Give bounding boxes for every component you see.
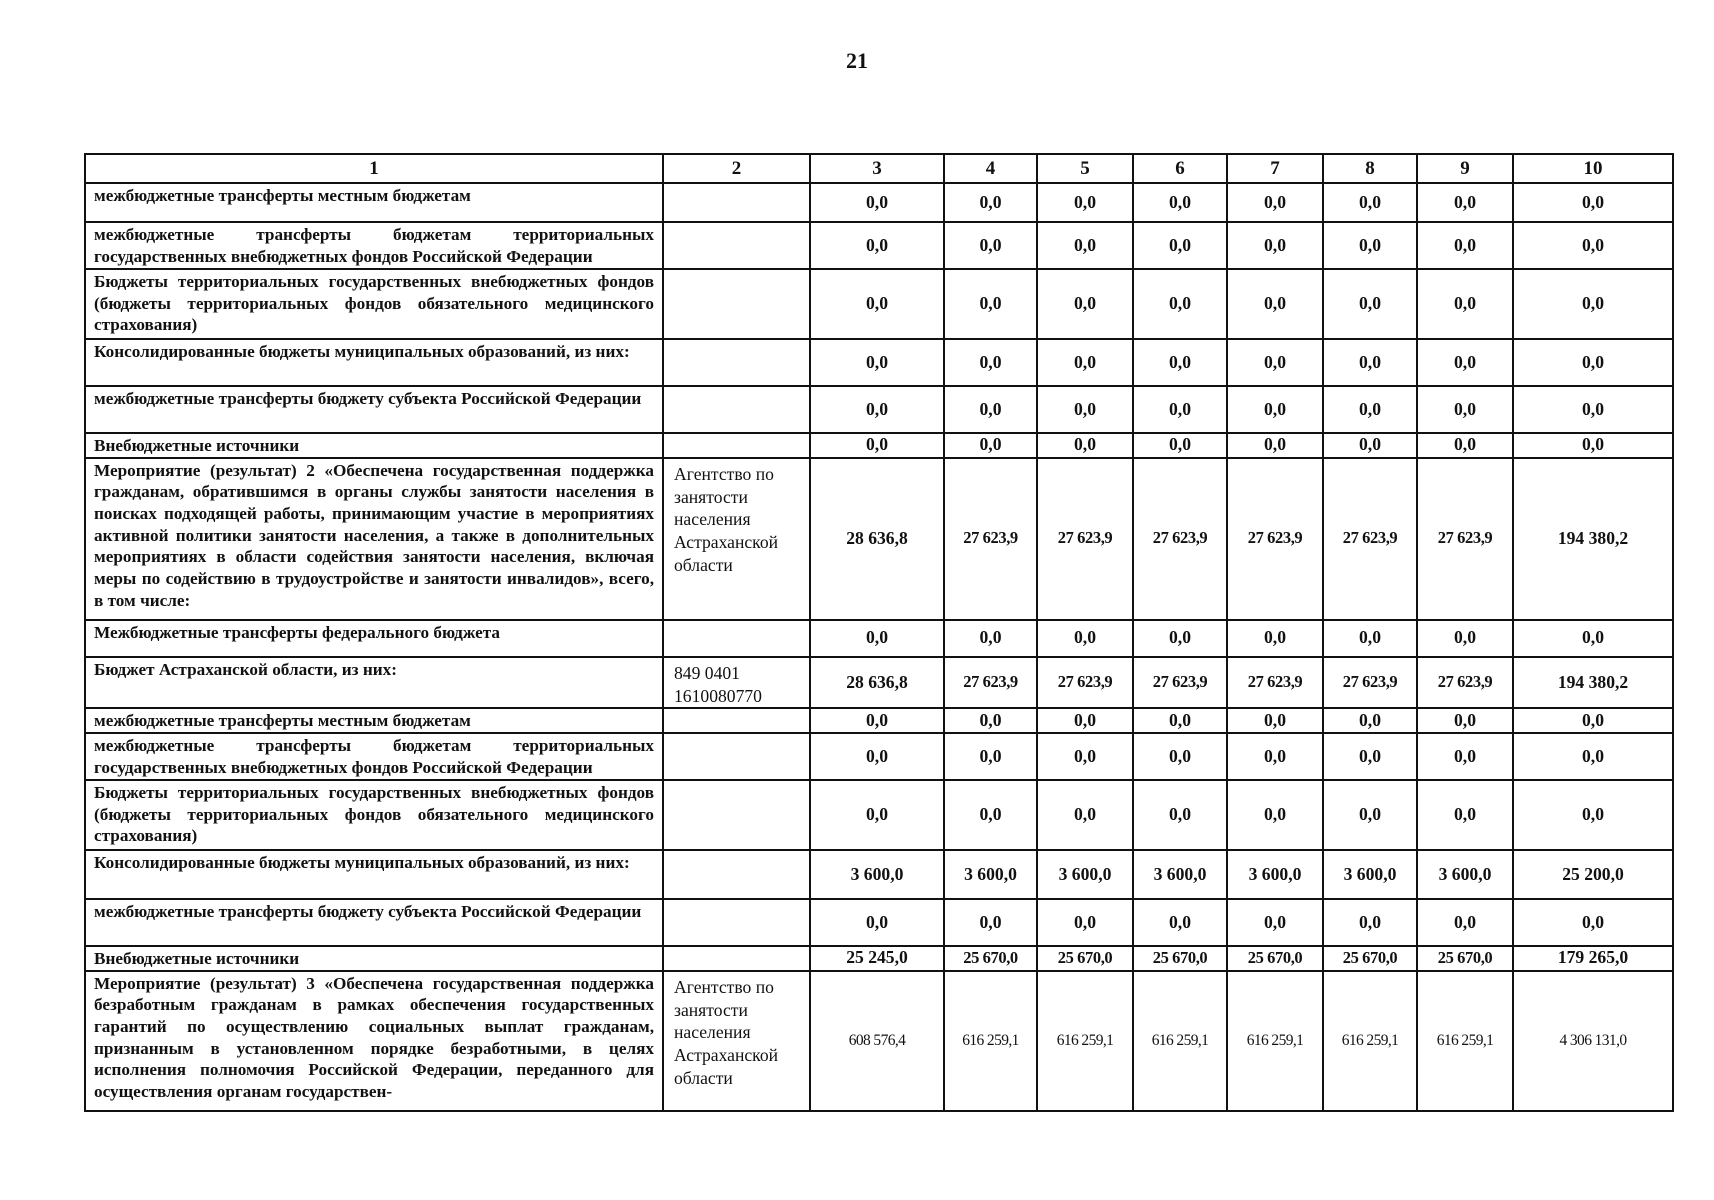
value-cell: 0,0 [810, 899, 944, 946]
value-cell: 25 670,0 [944, 946, 1037, 971]
row-label: Бюджеты территориальных государственных внебюджетных фондов (бюджеты территориальных фондов обязательного медицинского страхования) [85, 269, 663, 339]
value-cell: 27 623,9 [1417, 657, 1513, 709]
total-cell: 25 200,0 [1513, 850, 1673, 899]
row-label: Консолидированные бюджеты муниципальных образований, из них: [85, 850, 663, 899]
row-label: межбюджетные трансферты местным бюджетам [85, 708, 663, 733]
value-cell: 0,0 [1323, 269, 1417, 339]
table-row [85, 946, 1673, 971]
value-cell: 3 600,0 [1227, 850, 1323, 899]
value-cell: 0,0 [1133, 780, 1227, 850]
value-cell: 0,0 [1133, 733, 1227, 780]
value-cell: 0,0 [1417, 433, 1513, 458]
row-code: Агентство по занятости населения Астраханской области [663, 458, 810, 620]
page-number: 21 [846, 48, 868, 73]
value-cell: 0,0 [810, 780, 944, 850]
value-cell: 27 623,9 [1133, 458, 1227, 620]
value-cell: 0,0 [1227, 620, 1323, 657]
table-row [85, 708, 1673, 733]
value-cell: 0,0 [1227, 222, 1323, 269]
value-cell: 0,0 [1323, 780, 1417, 850]
row-label: межбюджетные трансферты бюджетам территориальных государственных внебюджетных фондов Российской Федерации [85, 733, 663, 780]
table-row [85, 386, 1673, 433]
row-code [663, 946, 810, 971]
column-header: 5 [1037, 154, 1133, 183]
row-code [663, 269, 810, 339]
row-label: межбюджетные трансферты местным бюджетам [85, 183, 663, 222]
value-cell: 25 670,0 [1133, 946, 1227, 971]
table-row [85, 899, 1673, 946]
value-cell: 0,0 [810, 222, 944, 269]
value-cell: 0,0 [1227, 386, 1323, 433]
value-cell: 0,0 [810, 386, 944, 433]
value-cell: 0,0 [1417, 620, 1513, 657]
total-cell: 179 265,0 [1513, 946, 1673, 971]
row-code [663, 733, 810, 780]
value-cell: 25 670,0 [1227, 946, 1323, 971]
value-cell: 616 259,1 [1227, 971, 1323, 1111]
value-cell: 27 623,9 [1323, 458, 1417, 620]
value-cell: 0,0 [1133, 620, 1227, 657]
total-cell: 0,0 [1513, 708, 1673, 733]
table-row [85, 620, 1673, 657]
value-cell: 27 623,9 [944, 657, 1037, 709]
value-cell: 0,0 [944, 222, 1037, 269]
value-cell: 0,0 [944, 433, 1037, 458]
value-cell: 3 600,0 [1417, 850, 1513, 899]
row-code [663, 620, 810, 657]
value-cell: 616 259,1 [1417, 971, 1513, 1111]
value-cell: 0,0 [1323, 620, 1417, 657]
value-cell: 0,0 [1133, 222, 1227, 269]
value-cell: 27 623,9 [944, 458, 1037, 620]
value-cell: 0,0 [1037, 183, 1133, 222]
table-row [85, 733, 1673, 780]
value-cell: 0,0 [1037, 386, 1133, 433]
value-cell: 0,0 [1133, 386, 1227, 433]
value-cell: 616 259,1 [1037, 971, 1133, 1111]
row-label: Мероприятие (результат) 3 «Обеспечена государственная поддержка безработным гражданам в рамках обеспечения государственных гарантий по осуществлению социальных выплат гражданам, признанным в установленном порядке безработными, в целях исполнения полномочия Российской Федерации, переданного для осуществления органам государствен- [85, 971, 663, 1111]
row-label: межбюджетные трансферты бюджету субъекта Российской Федерации [85, 386, 663, 433]
row-label: Бюджеты территориальных государственных внебюджетных фондов (бюджеты территориальных фондов обязательного медицинского страхования) [85, 780, 663, 850]
value-cell: 0,0 [944, 708, 1037, 733]
value-cell: 27 623,9 [1417, 458, 1513, 620]
value-cell: 0,0 [944, 733, 1037, 780]
value-cell: 3 600,0 [944, 850, 1037, 899]
table-row [85, 458, 1673, 620]
column-header: 2 [663, 154, 810, 183]
value-cell: 0,0 [944, 620, 1037, 657]
value-cell: 0,0 [1323, 339, 1417, 386]
value-cell: 0,0 [1417, 386, 1513, 433]
row-label: Мероприятие (результат) 2 «Обеспечена государственная поддержка гражданам, обратившимся в органы службы занятости населения в поисках подходящей работы, принимающим участие в мероприятиях активной политики занятости населения, а также в дополнительных мероприятиях в области содействия занятости населения, включая меры по содействию в трудоустройстве и занятости инвалидов», всего, в том числе: [85, 458, 663, 620]
column-header: 3 [810, 154, 944, 183]
value-cell: 28 636,8 [810, 458, 944, 620]
row-label: Внебюджетные источники [85, 946, 663, 971]
value-cell: 0,0 [1323, 222, 1417, 269]
value-cell: 27 623,9 [1037, 657, 1133, 709]
value-cell: 0,0 [810, 269, 944, 339]
value-cell: 0,0 [1133, 183, 1227, 222]
value-cell: 0,0 [810, 708, 944, 733]
column-header: 10 [1513, 154, 1673, 183]
row-code [663, 780, 810, 850]
value-cell: 25 245,0 [810, 946, 944, 971]
value-cell: 3 600,0 [1133, 850, 1227, 899]
value-cell: 0,0 [944, 339, 1037, 386]
value-cell: 27 623,9 [1037, 458, 1133, 620]
value-cell: 616 259,1 [1323, 971, 1417, 1111]
column-header: 1 [85, 154, 663, 183]
value-cell: 0,0 [1037, 433, 1133, 458]
table-row [85, 850, 1673, 899]
row-code [663, 433, 810, 458]
row-code: 849 0401 1610080770 [663, 657, 810, 709]
row-label: Межбюджетные трансферты федерального бюджета [85, 620, 663, 657]
value-cell: 0,0 [810, 183, 944, 222]
value-cell: 0,0 [944, 269, 1037, 339]
value-cell: 28 636,8 [810, 657, 944, 709]
row-label: Внебюджетные источники [85, 433, 663, 458]
table-row [85, 222, 1673, 269]
value-cell: 0,0 [1037, 708, 1133, 733]
table-row [85, 269, 1673, 339]
value-cell: 0,0 [810, 620, 944, 657]
value-cell: 0,0 [1417, 222, 1513, 269]
column-header: 7 [1227, 154, 1323, 183]
total-cell: 0,0 [1513, 620, 1673, 657]
value-cell: 0,0 [1037, 339, 1133, 386]
value-cell: 0,0 [944, 183, 1037, 222]
value-cell: 616 259,1 [1133, 971, 1227, 1111]
value-cell: 0,0 [1323, 899, 1417, 946]
row-code: Агентство по занятости населения Астраханской области [663, 971, 810, 1111]
value-cell: 0,0 [810, 733, 944, 780]
column-header: 4 [944, 154, 1037, 183]
value-cell: 0,0 [1417, 269, 1513, 339]
value-cell: 0,0 [1133, 708, 1227, 733]
budget-table [84, 153, 1674, 1112]
header-row [85, 154, 1673, 183]
value-cell: 0,0 [1037, 620, 1133, 657]
table-row [85, 433, 1673, 458]
value-cell: 0,0 [1323, 708, 1417, 733]
value-cell: 0,0 [1037, 780, 1133, 850]
value-cell: 27 623,9 [1133, 657, 1227, 709]
row-code [663, 850, 810, 899]
value-cell: 0,0 [1323, 433, 1417, 458]
row-code [663, 899, 810, 946]
value-cell: 0,0 [944, 780, 1037, 850]
value-cell: 0,0 [1037, 733, 1133, 780]
value-cell: 25 670,0 [1417, 946, 1513, 971]
column-header: 9 [1417, 154, 1513, 183]
value-cell: 0,0 [1037, 222, 1133, 269]
value-cell: 0,0 [1323, 733, 1417, 780]
total-cell: 0,0 [1513, 433, 1673, 458]
total-cell: 0,0 [1513, 183, 1673, 222]
value-cell: 0,0 [810, 339, 944, 386]
column-header: 6 [1133, 154, 1227, 183]
value-cell: 27 623,9 [1227, 657, 1323, 709]
table-row [85, 183, 1673, 222]
value-cell: 0,0 [1417, 339, 1513, 386]
value-cell: 0,0 [1227, 269, 1323, 339]
value-cell: 25 670,0 [1323, 946, 1417, 971]
row-code [663, 339, 810, 386]
value-cell: 0,0 [944, 899, 1037, 946]
value-cell: 0,0 [1227, 339, 1323, 386]
value-cell: 0,0 [810, 433, 944, 458]
table-row [85, 339, 1673, 386]
value-cell: 0,0 [1037, 269, 1133, 339]
value-cell: 27 623,9 [1323, 657, 1417, 709]
value-cell: 0,0 [1133, 433, 1227, 458]
value-cell: 0,0 [1417, 708, 1513, 733]
row-code [663, 183, 810, 222]
value-cell: 0,0 [1417, 899, 1513, 946]
total-cell: 0,0 [1513, 733, 1673, 780]
value-cell: 27 623,9 [1227, 458, 1323, 620]
value-cell: 0,0 [1417, 183, 1513, 222]
value-cell: 0,0 [1227, 899, 1323, 946]
column-header: 8 [1323, 154, 1417, 183]
table-row [85, 780, 1673, 850]
total-cell: 0,0 [1513, 386, 1673, 433]
value-cell: 0,0 [1227, 733, 1323, 780]
row-label: межбюджетные трансферты бюджету субъекта Российской Федерации [85, 899, 663, 946]
total-cell: 0,0 [1513, 780, 1673, 850]
value-cell: 0,0 [1323, 183, 1417, 222]
value-cell: 0,0 [1227, 708, 1323, 733]
value-cell: 0,0 [1037, 899, 1133, 946]
value-cell: 0,0 [1417, 780, 1513, 850]
row-code [663, 222, 810, 269]
table-row [85, 971, 1673, 1111]
value-cell: 0,0 [944, 386, 1037, 433]
row-label: Бюджет Астраханской области, из них: [85, 657, 663, 709]
value-cell: 3 600,0 [1323, 850, 1417, 899]
value-cell: 3 600,0 [810, 850, 944, 899]
value-cell: 0,0 [1133, 269, 1227, 339]
value-cell: 0,0 [1133, 339, 1227, 386]
table-row [85, 657, 1673, 709]
total-cell: 194 380,2 [1513, 458, 1673, 620]
value-cell: 0,0 [1133, 899, 1227, 946]
value-cell: 0,0 [1227, 183, 1323, 222]
total-cell: 4 306 131,0 [1513, 971, 1673, 1111]
value-cell: 616 259,1 [944, 971, 1037, 1111]
value-cell: 25 670,0 [1037, 946, 1133, 971]
row-code [663, 708, 810, 733]
total-cell: 194 380,2 [1513, 657, 1673, 709]
value-cell: 0,0 [1417, 733, 1513, 780]
total-cell: 0,0 [1513, 222, 1673, 269]
row-code [663, 386, 810, 433]
row-label: межбюджетные трансферты бюджетам территориальных государственных внебюджетных фондов Российской Федерации [85, 222, 663, 269]
value-cell: 0,0 [1323, 386, 1417, 433]
value-cell: 0,0 [1227, 433, 1323, 458]
total-cell: 0,0 [1513, 339, 1673, 386]
row-label: Консолидированные бюджеты муниципальных образований, из них: [85, 339, 663, 386]
total-cell: 0,0 [1513, 899, 1673, 946]
value-cell: 0,0 [1227, 780, 1323, 850]
total-cell: 0,0 [1513, 269, 1673, 339]
value-cell: 608 576,4 [810, 971, 944, 1111]
value-cell: 3 600,0 [1037, 850, 1133, 899]
